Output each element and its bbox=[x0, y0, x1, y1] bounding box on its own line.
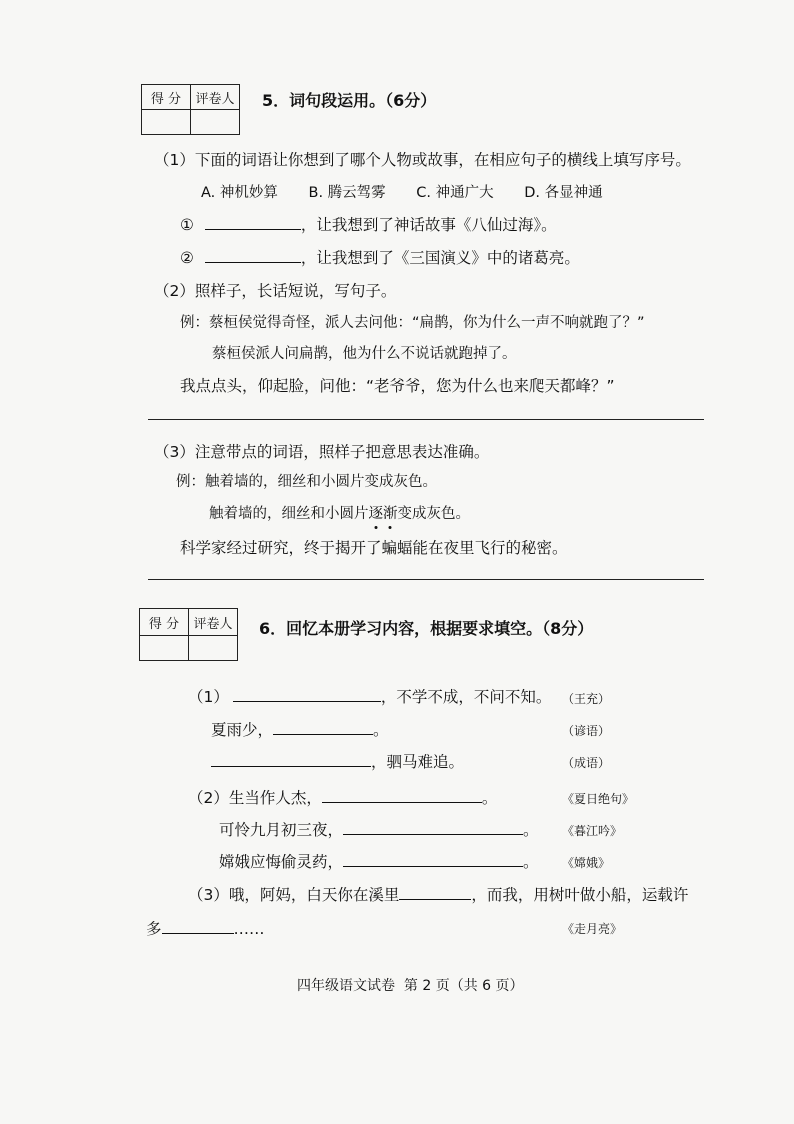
q1-line2: ② ，让我想到了《三国演义》中的诸葛亮。 bbox=[180, 246, 580, 268]
option-d: D. 各显神通 bbox=[524, 185, 603, 201]
q1-line1: ① ，让我想到了神话故事《八仙过海》。 bbox=[180, 213, 557, 235]
answer-blank[interactable] bbox=[322, 786, 482, 803]
s6-q1-c: ，驷马难追。 bbox=[211, 750, 464, 772]
s6-q2-c: 嫦娥应悔偷灵药， 。 bbox=[219, 850, 539, 872]
q2-prompt: （2）照样子，长话短说，写句子。 bbox=[154, 282, 397, 300]
option-a: A. 神机妙算 bbox=[201, 185, 278, 201]
q1-options bbox=[201, 181, 603, 202]
source-label: 《走月亮》 bbox=[562, 922, 623, 936]
q3-example-b: 触着墙的，细丝和小圆片逐渐变成灰色。 bbox=[209, 506, 470, 522]
q2-example-a: 例：蔡桓侯觉得奇怪，派人去问他：“扁鹊，你为什么一声不响就跑了？” bbox=[180, 315, 645, 331]
s6-q3-line1: （3）哦，阿妈，白天你在溪里 ，而我，用树叶做小船，运载许 bbox=[188, 883, 688, 905]
source-label: （王充） bbox=[562, 692, 611, 706]
answer-blank[interactable] bbox=[273, 718, 373, 735]
s6-q3-line2: 多 …… bbox=[146, 917, 265, 939]
source-label: （成语） bbox=[562, 756, 611, 770]
q1-prompt: （1）下面的词语让你想到了哪个人物或故事，在相应句子的横线上填写序号。 bbox=[154, 151, 691, 169]
page-footer: 四年级语文试卷 第 2 页（共 6 页） bbox=[297, 978, 524, 994]
answer-blank[interactable] bbox=[162, 917, 234, 934]
option-c: C. 神通广大 bbox=[416, 185, 494, 201]
answer-line[interactable] bbox=[148, 419, 704, 420]
s6-q1-b: 夏雨少， 。 bbox=[211, 718, 389, 740]
answer-blank[interactable] bbox=[343, 818, 523, 835]
q2-example-b: 蔡桓侯派人问扁鹊，他为什么不说话就跑掉了。 bbox=[212, 346, 517, 362]
section6-title: 6．回忆本册学习内容，根据要求填空。（8分） bbox=[259, 619, 594, 638]
q2-sentence: 我点点头，仰起脸，问他：“老爷爷，您为什么也来爬天都峰？” bbox=[180, 377, 615, 395]
dotted-char: 渐 bbox=[383, 506, 398, 522]
grader-header: 评卷人 bbox=[191, 85, 240, 110]
q3-sentence: 科学家经过研究，终于揭开了蝙蝠能在夜里飞行的秘密。 bbox=[180, 539, 568, 557]
q3-example-a: 例：触着墙的，细丝和小圆片变成灰色。 bbox=[176, 474, 437, 490]
answer-line[interactable] bbox=[148, 579, 704, 580]
answer-blank[interactable] bbox=[205, 246, 301, 263]
answer-blank[interactable] bbox=[399, 883, 471, 900]
source-label: 《嫦娥》 bbox=[562, 856, 611, 870]
grader-cell[interactable] bbox=[189, 636, 238, 661]
answer-blank[interactable] bbox=[211, 750, 371, 767]
q3-prompt: （3）注意带点的词语，照样子把意思表达准确。 bbox=[154, 443, 490, 461]
answer-blank[interactable] bbox=[343, 850, 523, 867]
source-label: 《暮江吟》 bbox=[562, 824, 623, 838]
answer-blank[interactable] bbox=[233, 685, 381, 702]
score-header: 得 分 bbox=[142, 85, 191, 110]
source-label: 《夏日绝句》 bbox=[562, 792, 635, 806]
score-header: 得 分 bbox=[140, 609, 189, 636]
score-box-5 bbox=[141, 84, 240, 135]
source-label: （谚语） bbox=[562, 724, 611, 738]
option-b: B. 腾云驾雾 bbox=[308, 185, 386, 201]
grader-header: 评卷人 bbox=[189, 609, 238, 636]
s6-q2-b: 可怜九月初三夜， 。 bbox=[219, 818, 539, 840]
dotted-char: 逐 bbox=[368, 506, 383, 522]
answer-blank[interactable] bbox=[205, 213, 301, 230]
section5-title: 5．词句段运用。（6分） bbox=[262, 91, 437, 110]
s6-q1-a: （1） ，不学不成，不问不知。 bbox=[188, 685, 551, 707]
score-box-6 bbox=[139, 608, 238, 661]
grader-cell[interactable] bbox=[191, 110, 240, 135]
s6-q2-a: （2）生当作人杰， 。 bbox=[188, 786, 497, 808]
score-cell[interactable] bbox=[142, 110, 191, 135]
score-cell[interactable] bbox=[140, 636, 189, 661]
